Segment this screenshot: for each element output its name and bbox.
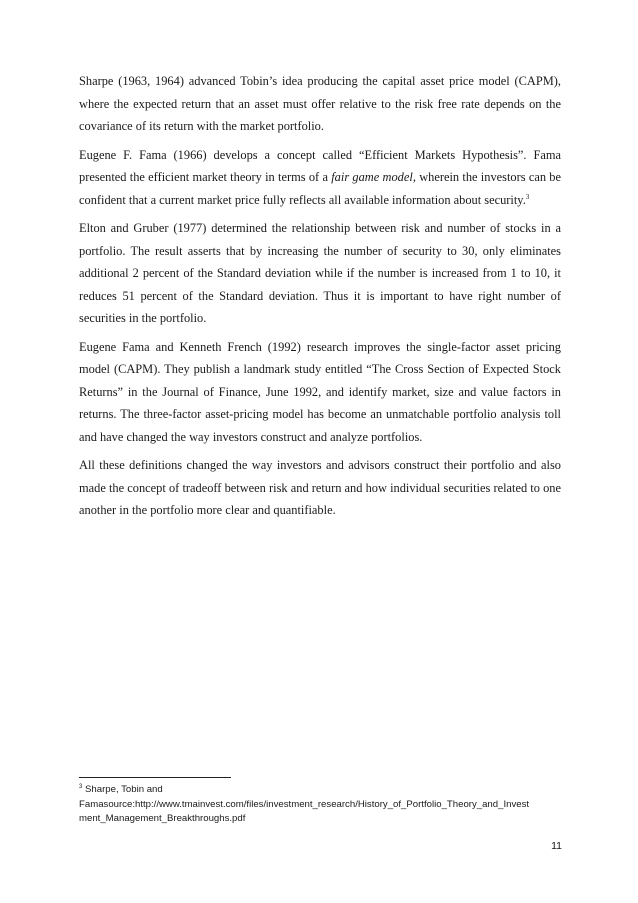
paragraph-conclusion: All these definitions changed the way investors and advisors construct their portfolio and also made the concept of tradeoff between risk and return and how individual securities related to one another in the portfolio more clear and quantifiable. (79, 458, 561, 517)
footnote-authors: Sharpe, Tobin and (82, 784, 163, 795)
footnote (79, 783, 569, 827)
body-text (79, 70, 561, 528)
fair-game-model-italic: fair game model (331, 170, 413, 184)
paragraph-fama-1966 (79, 144, 561, 212)
footnote-marker: 3 (79, 783, 83, 790)
paragraph-sharpe: Sharpe (1963, 1964) advanced Tobin’s idea producing the capital asset price model (CAPM), where the expected return that an asset must offer relative to the risk free rate depends on the covariance of its return with the market portfolio. (79, 74, 561, 133)
paragraph-elton-gruber: Elton and Gruber (1977) determined the relationship between risk and number of stocks in a portfolio. The result asserts that by increasing the number of security to 30, only eliminates additional 2 percent of the Standard deviation while if the number is increased from 1 to 10, it reduces 51 percent of the Standard deviation. Thus it is important to have right number of securities in the portfolio. (79, 221, 561, 325)
paragraph-fama-text-1: Eugene F. Fama (1966) develops a concept called “Efficient Markets Hypothesis”. Fama presented the efficient market theory in terms of a (79, 147, 561, 184)
footnote-reference[interactable]: 3 (525, 192, 530, 201)
page-number: 11 (551, 840, 562, 852)
footnote-line-1 (79, 783, 569, 798)
footnote-separator (79, 777, 231, 778)
paragraph-fama-text-2: , wherein the investors can be confident that a current market price fully reflects all available information about security. (79, 170, 562, 207)
footnote-source-url[interactable]: Famasource:http://www.tmainvest.com/files/investment_research/History_of_Portfolio_Theory_and_Invest (79, 798, 530, 810)
paragraph-fama-french: Eugene Fama and Kenneth French (1992) research improves the single-factor asset pricing model (CAPM). They publish a landmark study entitled “The Cross Section of Expected Stock Returns” in the Journal of Finance, June 1992, and identify market, size and value factors in returns. The three-factor asset-pricing model has become an unmatchable portfolio analysis toll and have changed the way investors construct and analyze portfolios. (79, 339, 561, 444)
footnote-source-url-continued[interactable]: ment_Management_Breakthroughs.pdf (79, 813, 246, 825)
